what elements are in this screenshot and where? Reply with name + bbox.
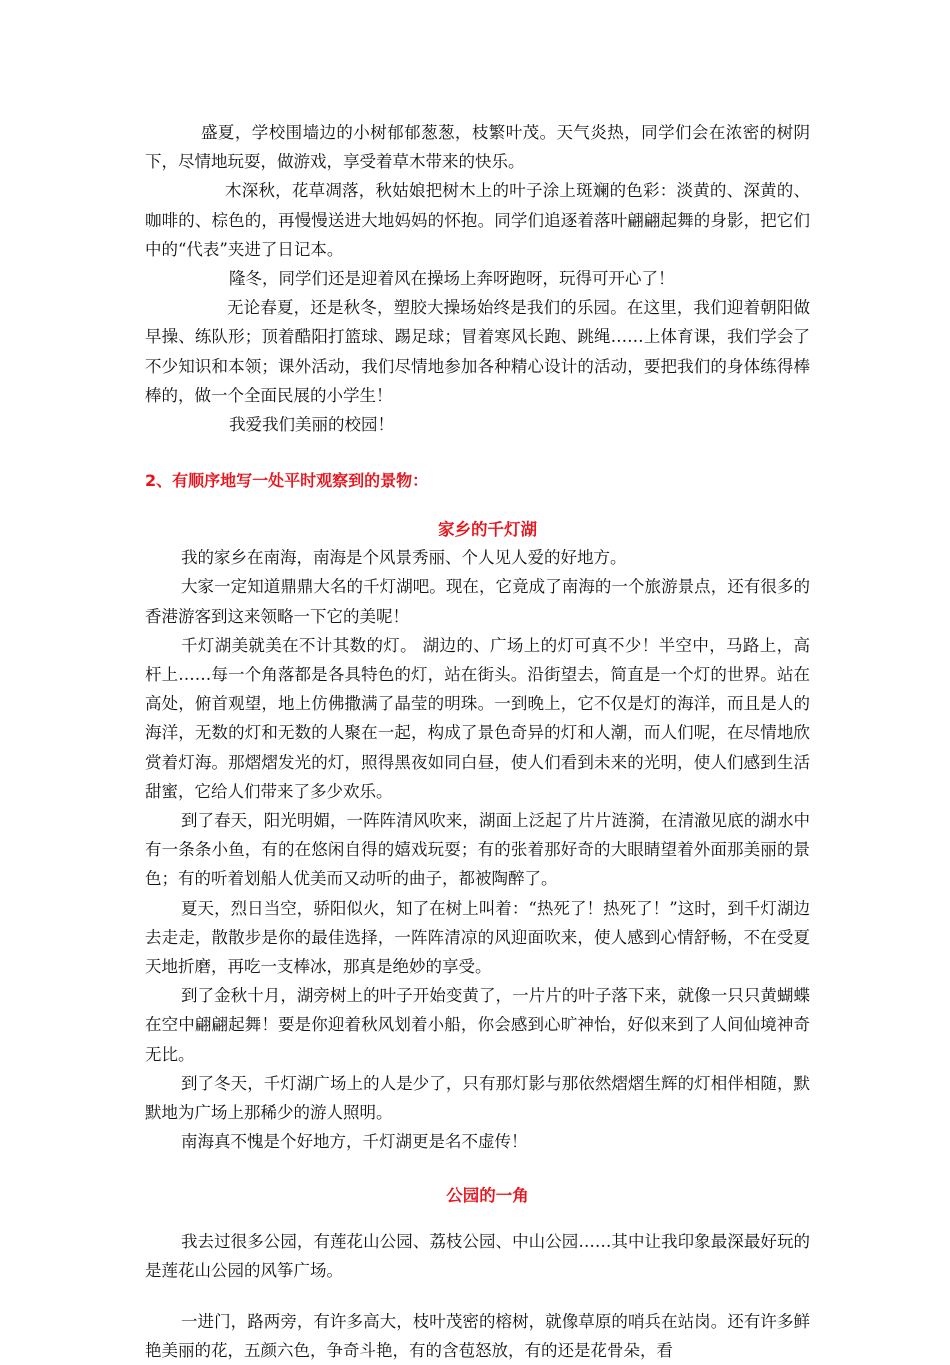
article-paragraph: 到了冬天，千灯湖广场上的人是少了，只有那灯影与那依然熠熠生辉的灯相伴相随，默默地为广场上那稀少的游人照明。 bbox=[145, 1073, 810, 1123]
article-paragraph: 到了春天，阳光明媚，一阵阵清风吹来，湖面上泛起了片片涟漪，在清澈见底的湖水中有一条条小鱼，有的在悠闲自得的嬉戏玩耍；有的张着那好奇的大眼睛望着外面那美丽的景色；有的听着划船人优美而又动听的曲子，都被陶醉了。 bbox=[145, 811, 810, 889]
article-paragraph: 一进门，路两旁，有许多高大，枝叶茂密的榕树，就像草原的哨兵在站岗。还有许多鲜艳美丽的花，五颜六色，争奇斗艳，有的含苞怒放，有的还是花骨朵，看 bbox=[145, 1311, 810, 1361]
paragraph-gap bbox=[145, 1285, 810, 1307]
intro-paragraph: 盛夏，学校围墙边的小树郁郁葱葱，枝繁叶茂。天气炎热，同学们会在浓密的树阴下，尽情地玩耍，做游戏，享受着草木带来的快乐。 bbox=[145, 123, 810, 172]
intro-paragraph: 隆冬，同学们还是迎着风在操场上奔呀跑呀，玩得可开心了！ bbox=[229, 269, 675, 289]
intro-paragraph: 木深秋，花草凋落，秋姑娘把树木上的叶子涂上斑斓的色彩：淡黄的、深黄的、咖啡的、棕色的，再慢慢送进大地妈妈的怀抱。同学们追逐着落叶翩翩起舞的身影，把它们中的“代表”夹进了日记本。 bbox=[145, 181, 810, 259]
article-title: 家乡的千灯湖 bbox=[438, 520, 537, 540]
article-paragraph: 南海真不愧是个好地方，千灯湖更是名不虚传！ bbox=[181, 1132, 528, 1152]
intro-paragraph: 我爱我们美丽的校园！ bbox=[229, 415, 394, 435]
section-heading: 2、有顺序地写一处平时观察到的景物： bbox=[145, 471, 429, 491]
article-paragraph: 我的家乡在南海，南海是个风景秀丽、个人见人爱的好地方。 bbox=[181, 548, 627, 568]
article-paragraph: 夏天，烈日当空，骄阳似火，知了在树上叫着：“热死了！热死了！”这时，到千灯湖边去走走，散散步是你的最佳选择，一阵阵清凉的风迎面吹来，使人感到心情舒畅，不在受夏天地折磨，再吃一支棒冰，那真是绝妙的享受。 bbox=[145, 898, 810, 977]
intro-paragraph: 无论春夏，还是秋冬，塑胶大操场始终是我们的乐园。在这里，我们迎着朝阳做早操、练队形；顶着酷阳打篮球、踢足球；冒着寒风长跑、跳绳……上体育课，我们学会了不少知识和本领；课外活动，我们尽情地参加各种精心设计的活动，要把我们的身体练得棒棒的，做一个全面民展的小学生！ bbox=[145, 298, 810, 405]
article-paragraph: 千灯湖美就美在不计其数的灯。 湖边的、广场上的灯可真不少！半空中，马路上，高杆上……每一个角落都是各具特色的灯，站在街头。沿街望去，简直是一个灯的世界。站在高处，俯首观望，地上仿佛撒满了晶莹的明珠。一到晚上，它不仅是灯的海洋，而且是人的海洋，无数的灯和无数的人聚在一起，构成了景色奇异的灯和人潮，而人们呢，在尽情地欣赏着灯海。那熠熠发光的灯，照得黑夜如同白昼，使人们看到未来的光明，使人们感到生活甜蜜，它给人们带来了多少欢乐。 bbox=[145, 635, 810, 801]
article-paragraph: 到了金秋十月，湖旁树上的叶子开始变黄了，一片片的叶子落下来，就像一只只黄蝴蝶在空中翩翩起舞！要是你迎着秋风划着小船，你会感到心旷神怡，好似来到了人间仙境神奇无比。 bbox=[145, 986, 810, 1064]
article-paragraph: 大家一定知道鼎鼎大名的千灯湖吧。现在，它竟成了南海的一个旅游景点，还有很多的香港游客到这来领略一下它的美呢！ bbox=[145, 577, 810, 626]
article-title: 公园的一角 bbox=[446, 1185, 529, 1205]
article-paragraph: 我去过很多公园，有莲花山公园、荔枝公园、中山公园……其中让我印象最深最好玩的是莲花山公园的风筝广场。 bbox=[145, 1231, 810, 1280]
